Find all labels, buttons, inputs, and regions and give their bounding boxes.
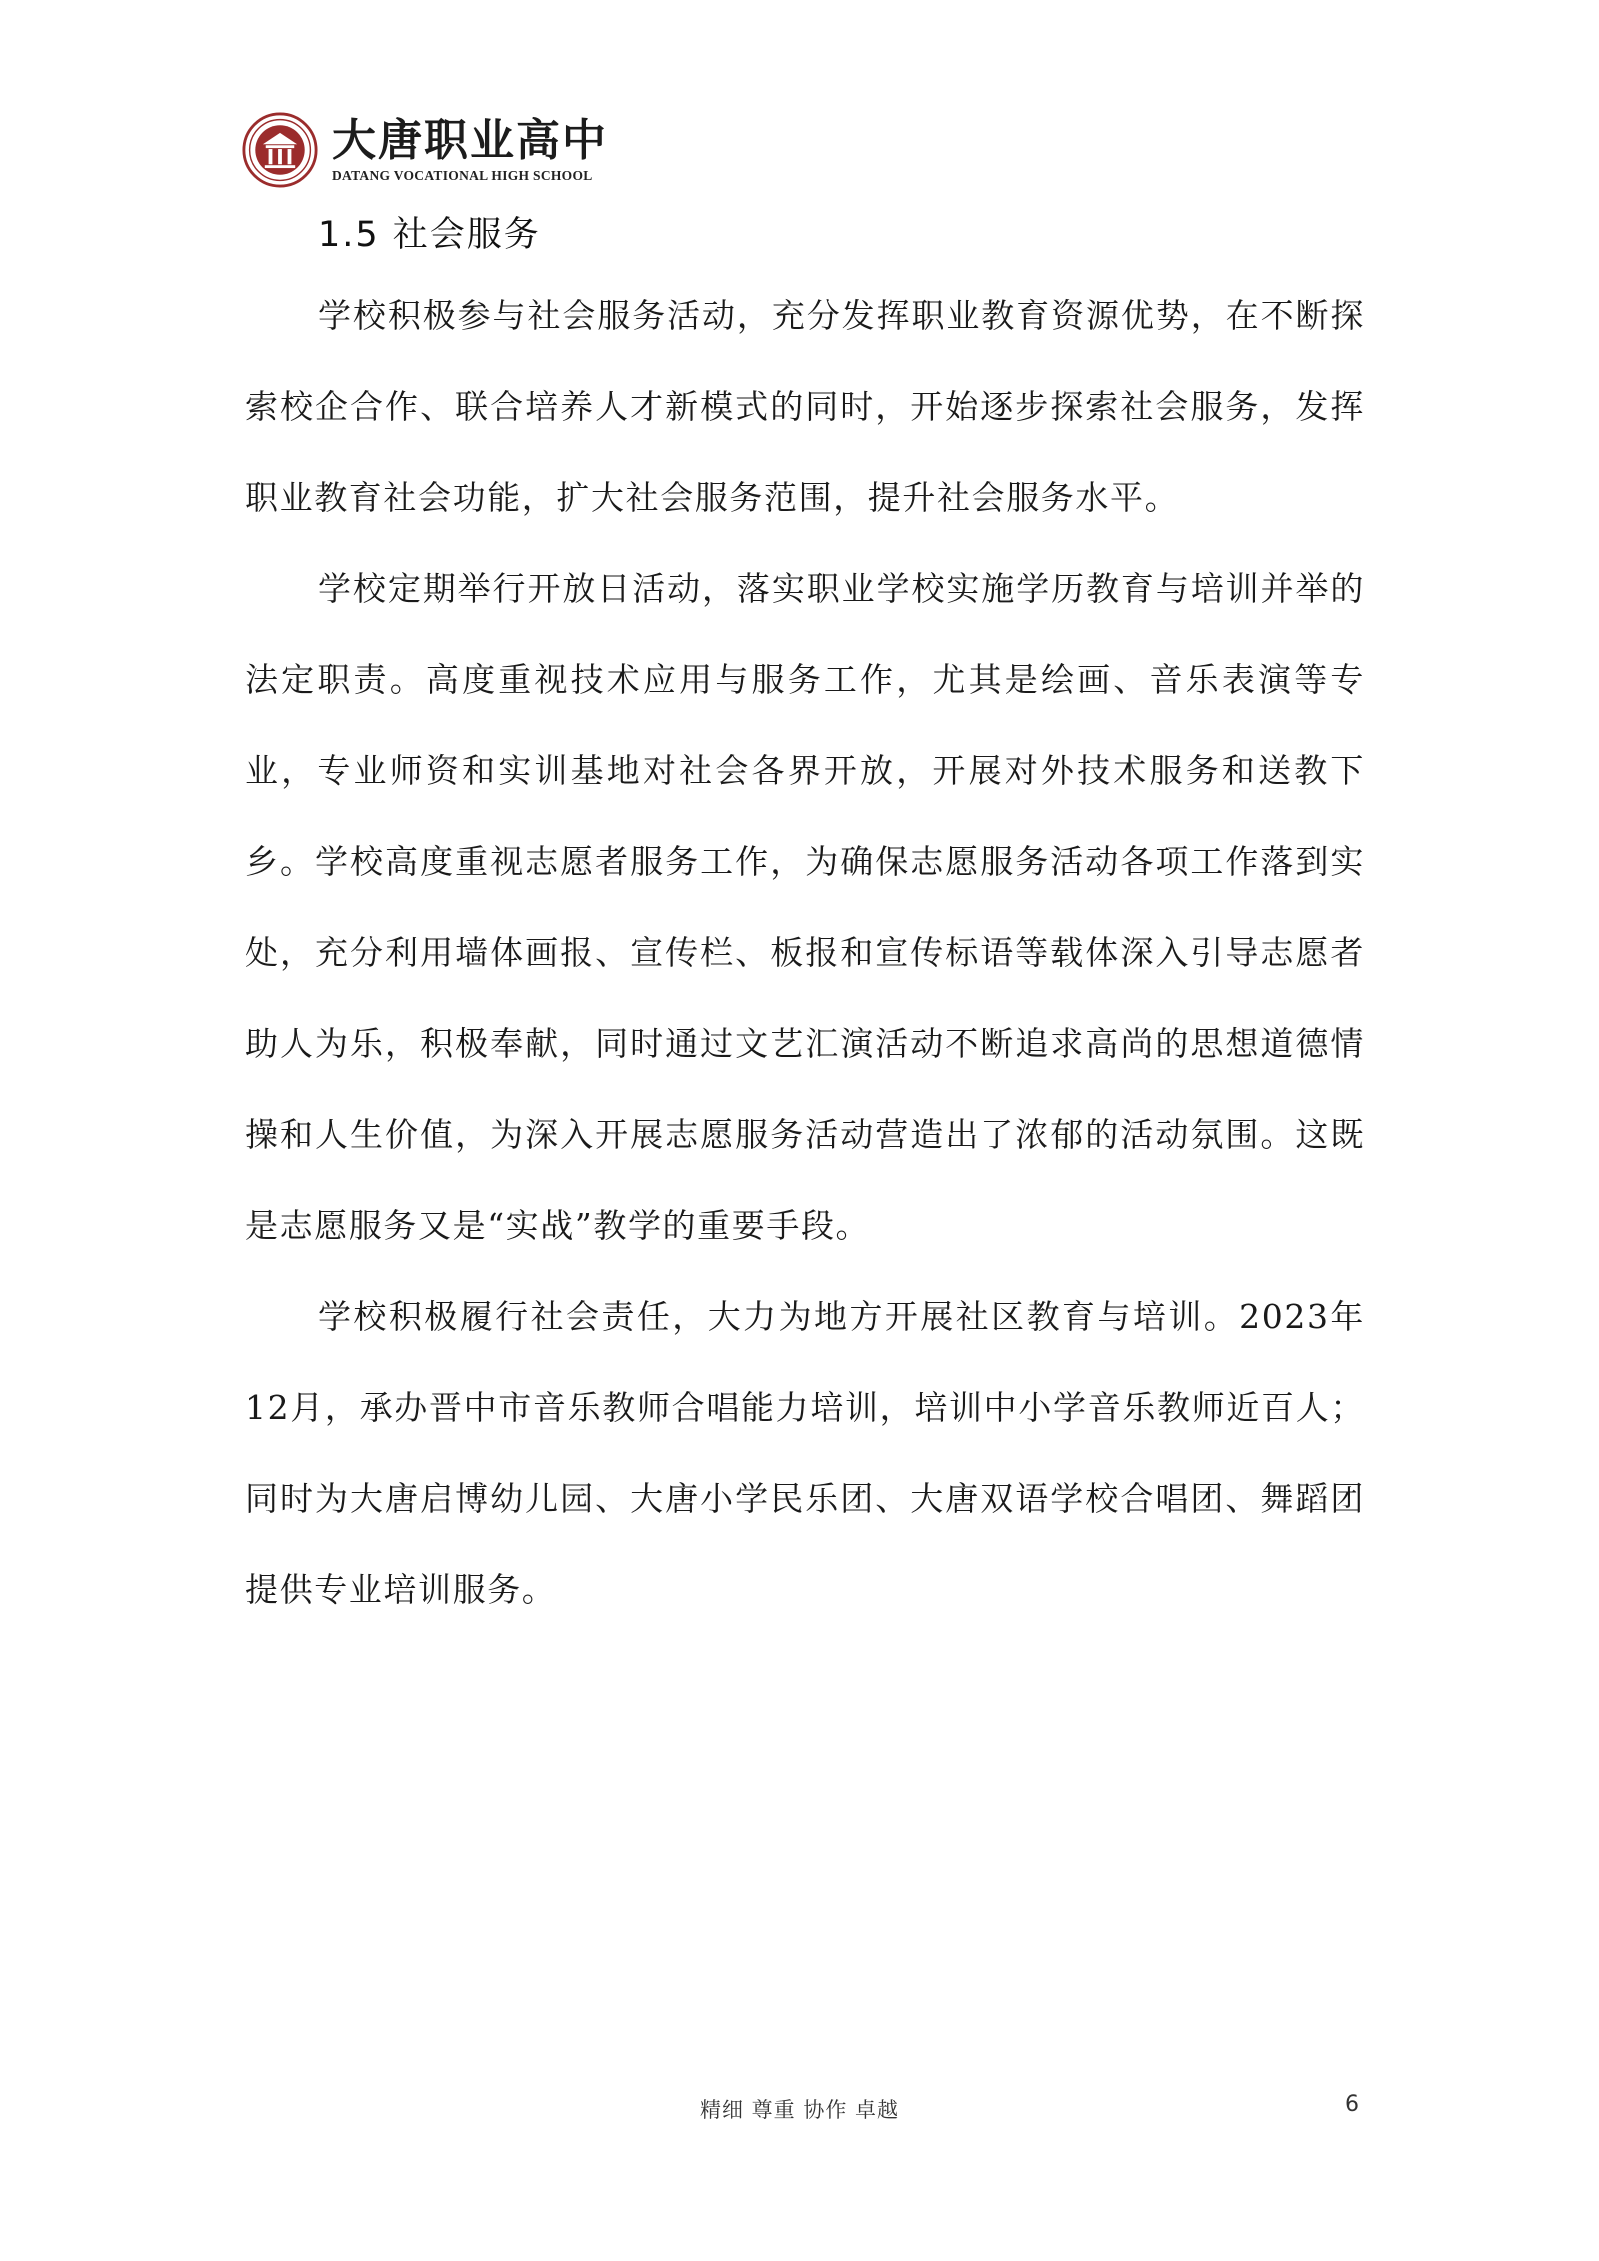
- school-name-cn: 大唐职业高中: [332, 115, 608, 166]
- paragraph: 学校积极履行社会责任，大力为地方开展社区教育与培训。2023年12月，承办晋中市音乐教师合唱能力培训，培训中小学音乐教师近百人；同时为大唐启博幼儿园、大唐小学民乐团、大唐双语学校合唱团、舞蹈团提供专业培训服务。: [245, 1297, 1365, 1609]
- school-emblem-icon: [242, 112, 318, 188]
- page-number: 6: [1345, 2092, 1359, 2117]
- page-header: [242, 108, 608, 192]
- school-logo-text: [332, 116, 608, 184]
- school-name-en: DATANG VOCATIONAL HIGH SCHOOL: [332, 168, 593, 183]
- document-body: [245, 200, 1365, 1635]
- paragraph: 学校定期举行开放日活动，落实职业学校实施学历教育与培训并举的法定职责。高度重视技术应用与服务工作，尤其是绘画、音乐表演等专业，专业师资和实训基地对社会各界开放，开展对外技术服务和送教下乡。学校高度重视志愿者服务工作，为确保志愿服务活动各项工作落到实处，充分利用墙体画报、宣传栏、板报和宣传标语等载体深入引导志愿者助人为乐，积极奉献，同时通过文艺汇演活动不断追求高尚的思想道德情操和人生价值，为深入开展志愿服务活动营造出了浓郁的活动氛围。这既是志愿服务又是“实战”教学的重要手段。: [245, 569, 1365, 1245]
- footer-motto: 精细 尊重 协作 卓越: [699, 2098, 900, 2122]
- paragraph: 学校积极参与社会服务活动，充分发挥职业教育资源优势，在不断探索校企合作、联合培养人才新模式的同时，开始逐步探索社会服务，发挥职业教育社会功能，扩大社会服务范围，提升社会服务水平。: [245, 296, 1365, 517]
- section-title: 1.5 社会服务: [318, 215, 541, 255]
